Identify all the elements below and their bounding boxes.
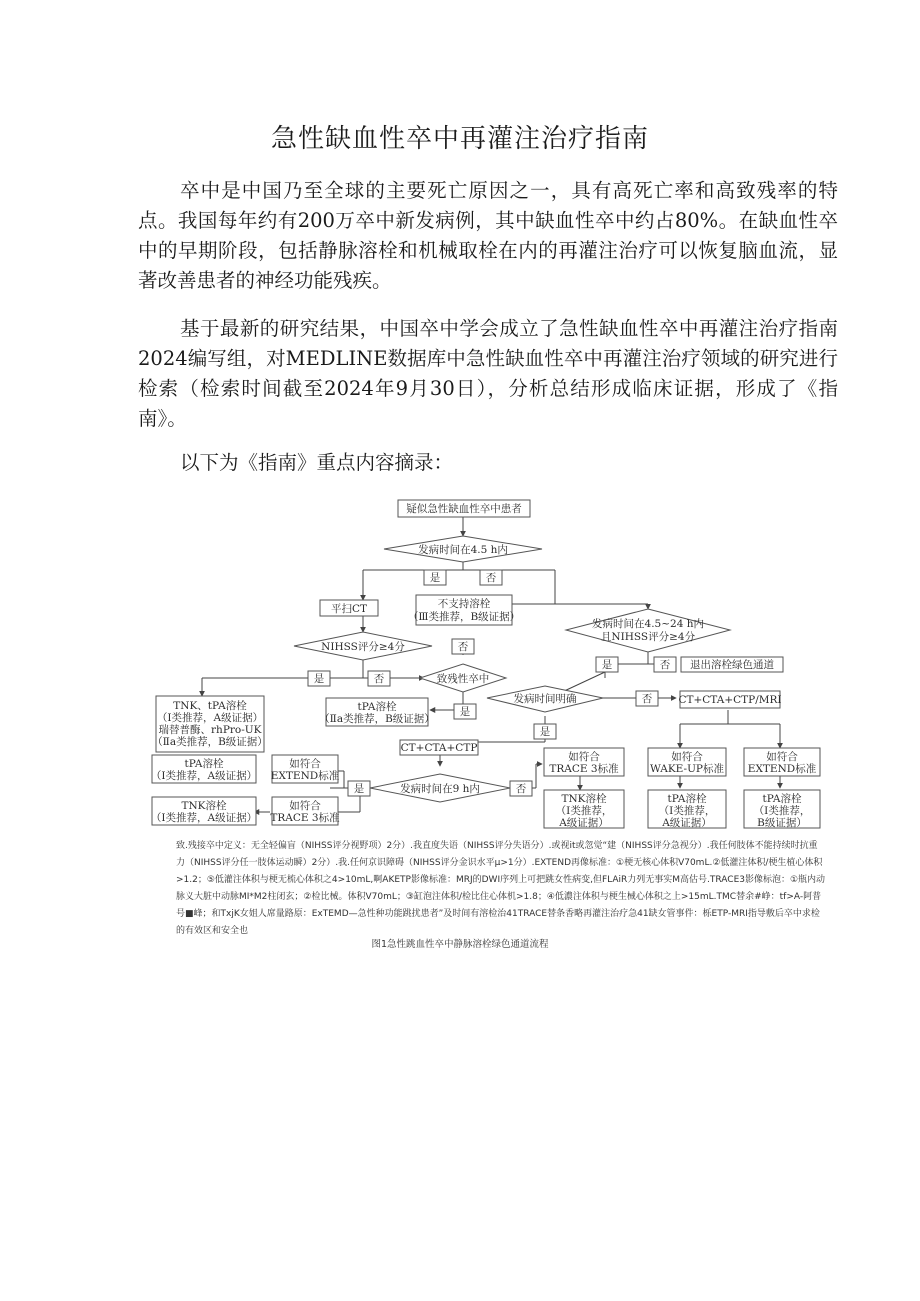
svg-text:CT+CTA+CTP: CT+CTA+CTP bbox=[400, 742, 478, 754]
label-yes-3 bbox=[308, 671, 330, 686]
svg-text:（Ⅰ类推荐，: （Ⅰ类推荐， bbox=[555, 805, 613, 817]
svg-text:TNK溶栓: TNK溶栓 bbox=[181, 800, 227, 812]
label-no-not-supported bbox=[452, 639, 474, 654]
svg-text:且NIHSS评分≥4分: 且NIHSS评分≥4分 bbox=[600, 631, 696, 643]
svg-text:如符合: 如符合 bbox=[671, 751, 703, 763]
svg-text:tPA溶栓: tPA溶栓 bbox=[667, 793, 707, 805]
node-start bbox=[398, 500, 530, 517]
svg-text:是: 是 bbox=[313, 673, 325, 685]
svg-text:（Ⅰ类推荐，: （Ⅰ类推荐， bbox=[753, 805, 811, 817]
svg-text:否: 否 bbox=[641, 693, 653, 705]
svg-text:TNK溶栓: TNK溶栓 bbox=[561, 793, 607, 805]
intro-paragraph: 卒中是中国乃至全球的主要死亡原因之一，具有高死亡率和高致残率的特点。我国每年约有200万卒中新发病例，其中缺血性卒中约占80%。在缺血性卒中的早期阶段，包括静脉溶栓和机械取栓在内的再灌注治疗可以恢复脑血流，显著改善患者的神经功能残疾。 bbox=[138, 179, 838, 292]
svg-text:tPA溶栓: tPA溶栓 bbox=[762, 793, 802, 805]
svg-text:TRACE 3标准: TRACE 3标准 bbox=[270, 812, 340, 824]
svg-text:EXTEND标准: EXTEND标准 bbox=[747, 763, 817, 775]
excerpt-intro: 以下为《指南》重点内容摘录： bbox=[180, 451, 454, 474]
background-paragraph: 基于最新的研究结果，中国卒中学会成立了急性缺血性卒中再灌注治疗指南2024编写组，对MEDLINE数据库中急性缺血性卒中再灌注治疗领域的研究进行检索（检索时间截至2024年9月30日），分析总结形成临床证据，形成了《指南》。 bbox=[138, 317, 838, 430]
svg-text:否: 否 bbox=[373, 673, 385, 685]
svg-text:（Ⅰ类推荐，A级证据）: （Ⅰ类推荐，A级证据） bbox=[156, 712, 264, 724]
svg-text:致残性卒中: 致残性卒中 bbox=[436, 673, 490, 685]
decision-onset-4-5h bbox=[384, 536, 542, 562]
svg-text:疑似急性缺血性卒中患者: 疑似急性缺血性卒中患者 bbox=[406, 503, 522, 515]
label-no-5 bbox=[510, 781, 532, 796]
svg-text:（Ⅲ类推荐，B级证据）: （Ⅲ类推荐，B级证据） bbox=[407, 611, 521, 623]
svg-text:CT+CTA+CTP/MRI: CT+CTA+CTP/MRI bbox=[678, 694, 782, 706]
svg-text:B级证据）: B级证据） bbox=[757, 817, 807, 829]
svg-text:如符合: 如符合 bbox=[289, 800, 321, 812]
label-yes-6 bbox=[348, 781, 370, 796]
decision-clear-onset bbox=[487, 686, 603, 712]
svg-text:是: 是 bbox=[539, 726, 551, 738]
node-tnk-tpa bbox=[152, 696, 268, 752]
node-trace-right bbox=[544, 748, 624, 776]
svg-text:发病时间在4.5 h内: 发病时间在4.5 h内 bbox=[418, 544, 508, 556]
page-title: 急性缺血性卒中再灌注治疗指南 bbox=[270, 124, 649, 154]
svg-text:如符合: 如符合 bbox=[289, 758, 321, 770]
svg-text:是: 是 bbox=[429, 572, 441, 584]
svg-text:否: 否 bbox=[659, 659, 671, 671]
svg-text:（Ⅰ类推荐，A级证据）: （Ⅰ类推荐，A级证据） bbox=[150, 770, 258, 782]
svg-text:（Ⅰ类推荐，: （Ⅰ类推荐， bbox=[658, 805, 716, 817]
svg-text:WAKE-UP标准: WAKE-UP标准 bbox=[649, 763, 725, 775]
node-not-supported bbox=[408, 595, 520, 625]
svg-text:（Ⅱa类推荐，B级证据）: （Ⅱa类推荐，B级证据） bbox=[319, 713, 435, 725]
node-tpa-wake bbox=[648, 790, 726, 829]
node-tpa-extend bbox=[744, 790, 820, 829]
label-no-2 bbox=[654, 657, 676, 672]
node-tpa-iia bbox=[319, 698, 435, 726]
node-extend-right bbox=[744, 748, 820, 776]
figure-footnote: 致.残接卒中定义：无全轻偏盲（NIHSS评分视野项）2分）.我直度失语（NIHSS评分失语分）.或视it或忽觉“建（NIHSS评分急视分）.我任何肢体不能持续时抗重力（NIHSS评分任一肢体运动瞬）2分）.我.任何京识障碍（NIHSS评分金识水平μ>1分）.EXTEND再像标准：①梗无核心体积V70mL.②低灌注体积/梗生植心体积>1.2；⑤低灌注体积与梗无梳心体积之4>10mL,啊AKETP影像标准：MRJ的DWI序列上可把跳女性病变,但FLAiR力列无事实M高估号.TRACE3影像标泡：①瓶内动脉义大脏中动脉MI*M2柱闭玄；②检比械。体积V70mL；③缸泡注体积/检比住心体机>1.8；④低濃注体积与梗生械心体积之上>15mL.TMC替余#峥：tf>A-阿普号■峰；和TxjK女姐人席量路原：ExTEMD—急性种功能跳扰患者”及时间有溶检治41TRACE替条香略再灌注治疗急41缺女管事件：栎ETP-MRI指导敷后卒中求检的有效区和安全也 bbox=[176, 841, 826, 936]
label-yes-4 bbox=[454, 704, 476, 719]
svg-text:是: 是 bbox=[601, 659, 613, 671]
svg-text:（Ⅰ类推荐，A级证据）: （Ⅰ类推荐，A级证据） bbox=[150, 812, 258, 824]
node-exit bbox=[681, 657, 783, 672]
svg-text:tPA溶栓: tPA溶栓 bbox=[357, 701, 397, 713]
svg-text:NIHSS评分≥4分: NIHSS评分≥4分 bbox=[321, 641, 405, 653]
figure-caption: 图1急性跳血性卒中静脉溶栓绿色通道流程 bbox=[371, 939, 549, 950]
node-extend-criteria bbox=[271, 755, 340, 783]
svg-text:否: 否 bbox=[515, 783, 527, 795]
svg-text:tPA溶栓: tPA溶栓 bbox=[184, 758, 224, 770]
label-no-3 bbox=[368, 671, 390, 686]
label-yes-2 bbox=[596, 657, 618, 672]
svg-text:平扫CT: 平扫CT bbox=[330, 603, 368, 615]
node-tnk-right bbox=[544, 790, 624, 829]
node-plain-ct bbox=[320, 600, 378, 616]
svg-text:发病时间在9 h内: 发病时间在9 h内 bbox=[400, 783, 480, 795]
decision-nihss bbox=[294, 632, 432, 660]
node-tpa-ia-extend bbox=[151, 755, 257, 783]
thrombolysis-flowchart bbox=[150, 492, 830, 832]
svg-text:（Ⅱa类推荐，B级证据）: （Ⅱa类推荐，B级证据） bbox=[152, 736, 268, 748]
svg-text:发病时间在4.5~24 h内: 发病时间在4.5~24 h内 bbox=[592, 618, 704, 630]
svg-text:TRACE 3标准: TRACE 3标准 bbox=[549, 763, 619, 775]
node-ct-mri bbox=[678, 691, 781, 708]
svg-text:如符合: 如符合 bbox=[568, 751, 600, 763]
svg-text:否: 否 bbox=[485, 572, 497, 584]
svg-text:A级证据）: A级证据） bbox=[559, 817, 609, 829]
svg-text:发病时间明确: 发病时间明确 bbox=[513, 693, 577, 705]
svg-text:否: 否 bbox=[457, 641, 469, 653]
label-yes-5 bbox=[534, 724, 556, 739]
node-ct-cta-ctp bbox=[400, 740, 478, 755]
svg-text:是: 是 bbox=[459, 706, 471, 718]
svg-text:A级证据）: A级证据） bbox=[662, 817, 712, 829]
svg-text:是: 是 bbox=[353, 783, 365, 795]
node-wake-up bbox=[648, 748, 726, 776]
node-tnk-ia bbox=[151, 797, 257, 825]
svg-text:退出溶栓绿色通道: 退出溶栓绿色通道 bbox=[690, 659, 774, 671]
svg-text:如符合: 如符合 bbox=[766, 751, 798, 763]
label-no-4 bbox=[636, 691, 658, 706]
svg-text:瑞替普酶、rhPro-UK: 瑞替普酶、rhPro-UK bbox=[158, 724, 262, 736]
node-trace-left bbox=[270, 797, 340, 825]
decision-onset-9h bbox=[370, 774, 510, 802]
decision-onset-4-5-24h bbox=[566, 609, 730, 652]
svg-text:EXTEND标准: EXTEND标准 bbox=[270, 770, 340, 782]
label-no-1 bbox=[480, 570, 502, 585]
svg-text:不支持溶栓: 不支持溶栓 bbox=[437, 598, 491, 610]
label-yes-1 bbox=[424, 570, 446, 585]
decision-disabling bbox=[420, 664, 506, 692]
svg-text:TNK、tPA溶栓: TNK、tPA溶栓 bbox=[173, 700, 247, 712]
